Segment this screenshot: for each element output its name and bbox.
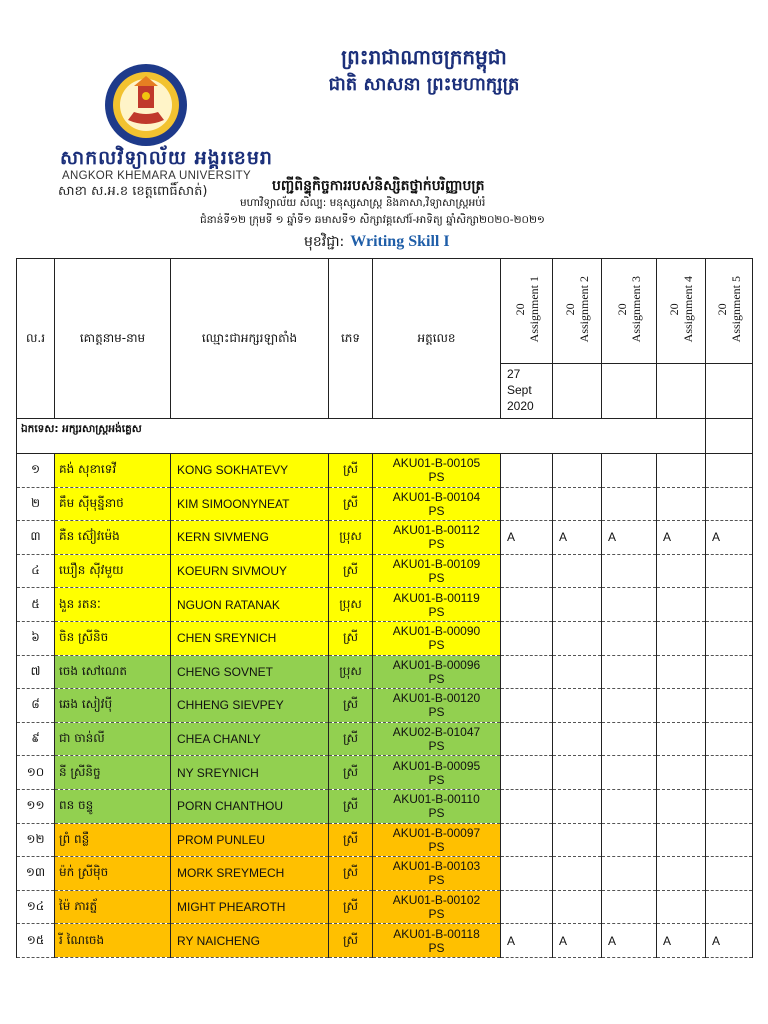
document-title: បញ្ជីពិន្ទុកិច្ចការរបស់និស្សិតថ្នាក់បរិញ្ញាបត្រ — [272, 178, 485, 194]
assignment-mark — [602, 655, 657, 689]
branch-label: សាខា ស.អ.ខ ខេត្តពោធិ៍សាត់) — [58, 184, 208, 199]
assignment-mark: A — [706, 521, 753, 555]
assignment-mark — [706, 487, 753, 521]
student-name-en: PROM PUNLEU — [171, 823, 329, 857]
assignment-mark — [553, 454, 602, 488]
assignment-mark — [553, 689, 602, 723]
assignment-mark — [657, 857, 706, 891]
assignment-mark — [657, 890, 706, 924]
assignment-mark — [501, 823, 553, 857]
table-row — [17, 823, 753, 857]
assignment-mark: A — [602, 924, 657, 958]
student-gender: ស្រី — [329, 890, 373, 924]
score-table — [16, 258, 753, 958]
student-name-en: KERN SIVMENG — [171, 521, 329, 555]
student-name-kh: ម៉ៃ ភារត្ន័ — [55, 890, 171, 924]
assignment-1-date: 27 Sept 2020 — [501, 364, 553, 419]
assignment-mark — [553, 722, 602, 756]
assignment-mark: A — [501, 924, 553, 958]
student-id: AKU01-B-00097 PS — [373, 823, 501, 857]
row-number: ៧ — [17, 655, 55, 689]
assignment-mark — [501, 857, 553, 891]
section-label: ឯកទេស: អក្សរសាស្ត្រអង់គ្លេស — [17, 419, 706, 454]
assignment-4-date — [657, 364, 706, 419]
header-assignment-2: 20 Assignment 2 — [553, 259, 602, 364]
assignment-mark — [602, 756, 657, 790]
student-name-kh: ចេង សៅណេត — [55, 655, 171, 689]
royal-motto-line1: ព្រះរាជាណាចក្រកម្ពុជា — [341, 45, 507, 69]
student-name-kh: រី ណៃចេង — [55, 924, 171, 958]
section-row — [17, 419, 753, 454]
student-id: AKU01-B-00120 PS — [373, 689, 501, 723]
header-en-name: ឈ្មោះជាអក្សរឡាតាំង — [171, 259, 329, 419]
assignment-mark — [602, 890, 657, 924]
assignment-mark — [501, 890, 553, 924]
student-name-en: MORK SREYMECH — [171, 857, 329, 891]
assignment-mark — [657, 454, 706, 488]
university-name-en: ANGKOR KHEMARA UNIVERSITY — [62, 170, 251, 182]
table-row — [17, 554, 753, 588]
table-row — [17, 521, 753, 555]
assignment-mark — [602, 588, 657, 622]
assignment-mark — [553, 789, 602, 823]
row-number: ១៣ — [17, 857, 55, 891]
assignment-mark — [657, 722, 706, 756]
row-number: ១២ — [17, 823, 55, 857]
student-id: AKU01-B-00095 PS — [373, 756, 501, 790]
assignment-mark — [602, 621, 657, 655]
student-name-kh: ព្រំ ពន្លឺ — [55, 823, 171, 857]
student-name-kh: ងួន រតនៈ — [55, 588, 171, 622]
student-gender: ស្រី — [329, 857, 373, 891]
row-number: ៨ — [17, 689, 55, 723]
header-id: អត្តលេខ — [373, 259, 501, 419]
student-gender: ស្រី — [329, 789, 373, 823]
assignment-mark — [657, 621, 706, 655]
header-assignment-1: 20 Assignment 1 — [501, 259, 553, 364]
student-name-en: KIM SIMOONYNEAT — [171, 487, 329, 521]
assignment-mark — [553, 588, 602, 622]
student-name-en: PORN CHANTHOU — [171, 789, 329, 823]
assignment-mark — [706, 789, 753, 823]
student-gender: ប្រុស — [329, 655, 373, 689]
student-name-kh: គឹម ស៊ីមុន្នីនាថ — [55, 487, 171, 521]
student-id: AKU01-B-00109 PS — [373, 554, 501, 588]
student-name-en: KONG SOKHATEVY — [171, 454, 329, 488]
table-row — [17, 857, 753, 891]
assignment-mark — [706, 655, 753, 689]
assignment-mark — [501, 454, 553, 488]
student-gender: ស្រី — [329, 756, 373, 790]
student-gender: ស្រី — [329, 823, 373, 857]
assignment-mark: A — [706, 924, 753, 958]
student-name-kh: ឆេង សៀវប៉ី — [55, 689, 171, 723]
faculty-line: មហាវិទ្យាល័យ សិល្ប: មនុស្សសាស្ត្រ និងភាសា,វិទ្យាសាស្ត្រអប់រំ — [240, 197, 486, 209]
assignment-mark — [553, 823, 602, 857]
student-name-en: NY SREYNICH — [171, 756, 329, 790]
assignment-mark — [501, 655, 553, 689]
assignment-mark — [501, 722, 553, 756]
row-number: ១១ — [17, 789, 55, 823]
student-id: AKU01-B-00118 PS — [373, 924, 501, 958]
student-id: AKU01-B-00102 PS — [373, 890, 501, 924]
assignment-mark — [501, 588, 553, 622]
assignment-mark — [706, 722, 753, 756]
student-gender: ស្រី — [329, 454, 373, 488]
header-gender: ភេទ — [329, 259, 373, 419]
assignment-3-date — [602, 364, 657, 419]
header-assignment-3: 20 Assignment 3 — [602, 259, 657, 364]
assignment-mark — [602, 487, 657, 521]
assignment-mark — [602, 454, 657, 488]
section-blank — [706, 419, 753, 454]
cohort-line: ជំនាន់ទី១២ ក្រុមទី ១ ឆ្នាំទី១ ឆមាសទី១ សិក្សាវគ្គសៅរ៍-អាទិត្យ ឆ្នាំសិក្សា២០២០-២០២១ — [200, 214, 545, 226]
student-id: AKU01-B-00096 PS — [373, 655, 501, 689]
assignment-mark — [602, 554, 657, 588]
row-number: ៩ — [17, 722, 55, 756]
assignment-mark — [706, 823, 753, 857]
student-gender: ស្រី — [329, 621, 373, 655]
assignment-mark: A — [657, 924, 706, 958]
assignment-mark — [553, 621, 602, 655]
student-name-kh: ម៉ក់ ស្រីម៉ិច — [55, 857, 171, 891]
student-gender: ប្រុស — [329, 521, 373, 555]
student-name-en: CHEN SREYNICH — [171, 621, 329, 655]
university-name-kh: សាកលវិទ្យាល័យ អង្គរខេមរា — [60, 147, 273, 169]
assignment-5-date — [706, 364, 753, 419]
assignment-mark: A — [501, 521, 553, 555]
royal-motto-line2: ជាតិ សាសនា ព្រះមហាក្សត្រ — [328, 74, 520, 95]
table-row — [17, 756, 753, 790]
student-id: AKU01-B-00105 PS — [373, 454, 501, 488]
student-name-kh: ឃឿន ស៊ីវមួយ — [55, 554, 171, 588]
assignment-mark — [553, 554, 602, 588]
assignment-mark — [657, 789, 706, 823]
row-number: ១៥ — [17, 924, 55, 958]
table-row — [17, 621, 753, 655]
assignment-mark — [657, 554, 706, 588]
assignment-mark — [553, 487, 602, 521]
student-name-en: NGUON RATANAK — [171, 588, 329, 622]
header-no: ល.រ — [17, 259, 55, 419]
student-name-en: CHHENG SIEVPEY — [171, 689, 329, 723]
header-kh-name: គោត្តនាម-នាម — [55, 259, 171, 419]
table-row — [17, 487, 753, 521]
table-row — [17, 722, 753, 756]
student-gender: ស្រី — [329, 689, 373, 723]
assignment-mark — [657, 487, 706, 521]
assignment-mark — [706, 554, 753, 588]
student-gender: ស្រី — [329, 722, 373, 756]
assignment-mark — [553, 857, 602, 891]
assignment-mark — [657, 756, 706, 790]
subject-line — [304, 232, 450, 253]
row-number: ១ — [17, 454, 55, 488]
student-name-kh: ចិន ស្រីនិច — [55, 621, 171, 655]
student-name-kh: នី ស្រីនិច្ច — [55, 756, 171, 790]
student-name-kh: គង់ សុខាទេវី — [55, 454, 171, 488]
table-row — [17, 890, 753, 924]
assignment-mark: A — [553, 924, 602, 958]
assignment-mark — [553, 890, 602, 924]
assignment-mark — [706, 890, 753, 924]
student-id: AKU02-B-01047 PS — [373, 722, 501, 756]
student-name-en: MIGHT PHEAROTH — [171, 890, 329, 924]
student-gender: ស្រី — [329, 924, 373, 958]
assignment-mark: A — [657, 521, 706, 555]
student-id: AKU01-B-00119 PS — [373, 588, 501, 622]
assignment-mark — [553, 655, 602, 689]
student-name-en: RY NAICHENG — [171, 924, 329, 958]
student-id: AKU01-B-00110 PS — [373, 789, 501, 823]
assignment-mark — [706, 588, 753, 622]
assignment-mark — [501, 789, 553, 823]
student-name-kh: ជា ចាន់លី — [55, 722, 171, 756]
table-row — [17, 689, 753, 723]
student-id: AKU01-B-00090 PS — [373, 621, 501, 655]
row-number: ៦ — [17, 621, 55, 655]
subject-value: Writing Skill I — [350, 233, 450, 250]
assignment-mark — [602, 857, 657, 891]
assignment-mark — [501, 756, 553, 790]
assignment-mark — [501, 621, 553, 655]
assignment-mark: A — [602, 521, 657, 555]
assignment-mark — [706, 857, 753, 891]
student-name-en: CHENG SOVNET — [171, 655, 329, 689]
row-number: ១០ — [17, 756, 55, 790]
assignment-mark — [501, 689, 553, 723]
header-assignment-5: 20 Assignment 5 — [706, 259, 753, 364]
assignment-mark — [657, 689, 706, 723]
student-gender: ស្រី — [329, 487, 373, 521]
table-row — [17, 924, 753, 958]
assignment-mark — [553, 756, 602, 790]
table-row — [17, 588, 753, 622]
table-row — [17, 655, 753, 689]
row-number: ៥ — [17, 588, 55, 622]
row-number: ២ — [17, 487, 55, 521]
assignment-mark — [706, 756, 753, 790]
student-id: AKU01-B-00112 PS — [373, 521, 501, 555]
student-name-en: CHEA CHANLY — [171, 722, 329, 756]
student-name-en: KOEURN SIVMOUY — [171, 554, 329, 588]
table-row — [17, 454, 753, 488]
student-id: AKU01-B-00104 PS — [373, 487, 501, 521]
assignment-mark — [657, 588, 706, 622]
student-gender: ប្រុស — [329, 588, 373, 622]
assignment-mark — [602, 689, 657, 723]
subject-label: មុខវិជ្ជា: — [304, 234, 345, 250]
assignment-mark — [602, 823, 657, 857]
assignment-mark: A — [553, 521, 602, 555]
assignment-mark — [501, 554, 553, 588]
assignment-2-date — [553, 364, 602, 419]
table-row — [17, 789, 753, 823]
student-name-kh: ពន ចន្ទូ — [55, 789, 171, 823]
row-number: ១៤ — [17, 890, 55, 924]
row-number: ៤ — [17, 554, 55, 588]
assignment-mark — [706, 621, 753, 655]
assignment-mark — [657, 823, 706, 857]
assignment-mark — [706, 454, 753, 488]
assignment-mark — [706, 689, 753, 723]
header-assignment-4: 20 Assignment 4 — [657, 259, 706, 364]
student-id: AKU01-B-00103 PS — [373, 857, 501, 891]
assignment-mark — [501, 487, 553, 521]
assignment-mark — [602, 722, 657, 756]
student-name-kh: គឺន ស៊ៀវម៉េង — [55, 521, 171, 555]
table-header-row — [17, 259, 753, 364]
assignment-mark — [657, 655, 706, 689]
row-number: ៣ — [17, 521, 55, 555]
assignment-mark — [602, 789, 657, 823]
student-gender: ស្រី — [329, 554, 373, 588]
